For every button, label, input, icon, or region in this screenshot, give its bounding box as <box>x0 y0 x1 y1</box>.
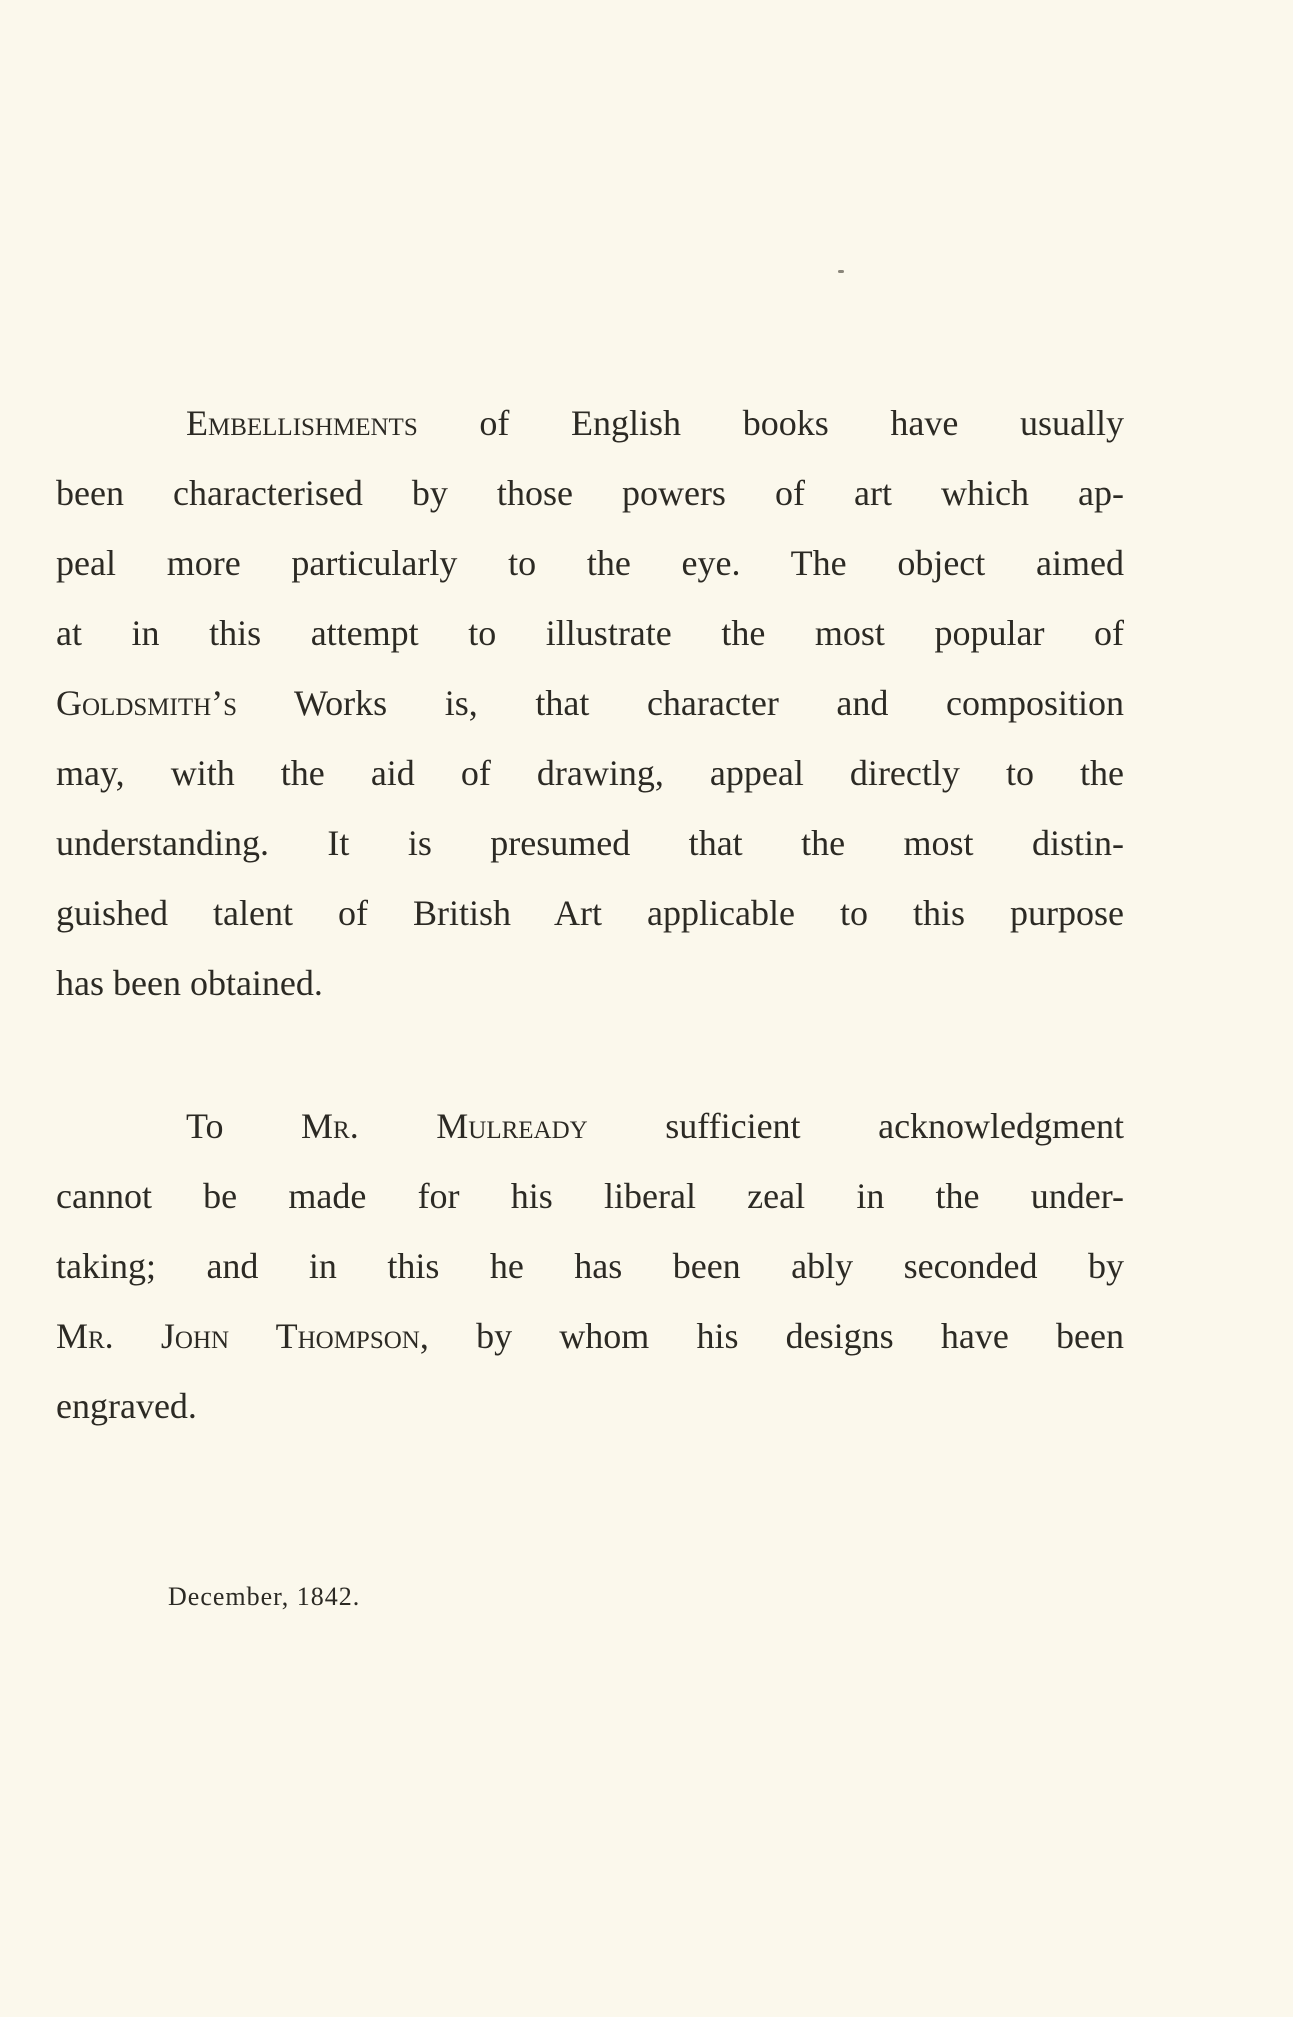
author-name-small-caps: Goldsmith’s <box>56 683 238 723</box>
paragraph-line: been characterised by those powers of art which ap- <box>56 473 1124 513</box>
lead-word-small-caps: Embellishments <box>186 403 418 443</box>
line-text: by whom his designs have been <box>476 1316 1124 1356</box>
line-text: To <box>186 1106 224 1146</box>
paragraph-line: taking; and in this he has been ably seconded by <box>56 1246 1124 1286</box>
line-text: Works is, that character and composition <box>294 683 1124 723</box>
paragraph-last-line: engraved. <box>56 1386 197 1426</box>
paragraph-line <box>56 1091 1124 1161</box>
preface-paragraph-1 <box>56 388 1124 1018</box>
paragraph-line <box>56 668 1124 738</box>
artist-name-small-caps: Mr. Mulready <box>301 1106 588 1146</box>
preface-paragraph-2 <box>56 1091 1124 1441</box>
paragraph-line <box>56 388 1124 458</box>
paragraph-line: cannot be made for his liberal zeal in the under- <box>56 1176 1124 1216</box>
paragraph-line: understanding. It is presumed that the most distin- <box>56 823 1124 863</box>
paragraph-line: peal more particularly to the eye. The object aimed <box>56 543 1124 583</box>
paragraph-line: at in this attempt to illustrate the most popular of <box>56 613 1124 653</box>
line-text: of English books have usually <box>479 403 1125 443</box>
engraver-name-small-caps: Mr. John Thompson, <box>56 1316 429 1356</box>
paragraph-last-line: has been obtained. <box>56 963 323 1003</box>
preface-date: December, 1842. <box>168 1582 361 1611</box>
paper-speck-mark <box>838 270 844 273</box>
paragraph-line: may, with the aid of drawing, appeal directly to the <box>56 753 1124 793</box>
paragraph-line <box>56 1301 1124 1371</box>
line-text: sufficient acknowledgment <box>665 1106 1125 1146</box>
paragraph-line: guished talent of British Art applicable to this purpose <box>56 893 1124 933</box>
